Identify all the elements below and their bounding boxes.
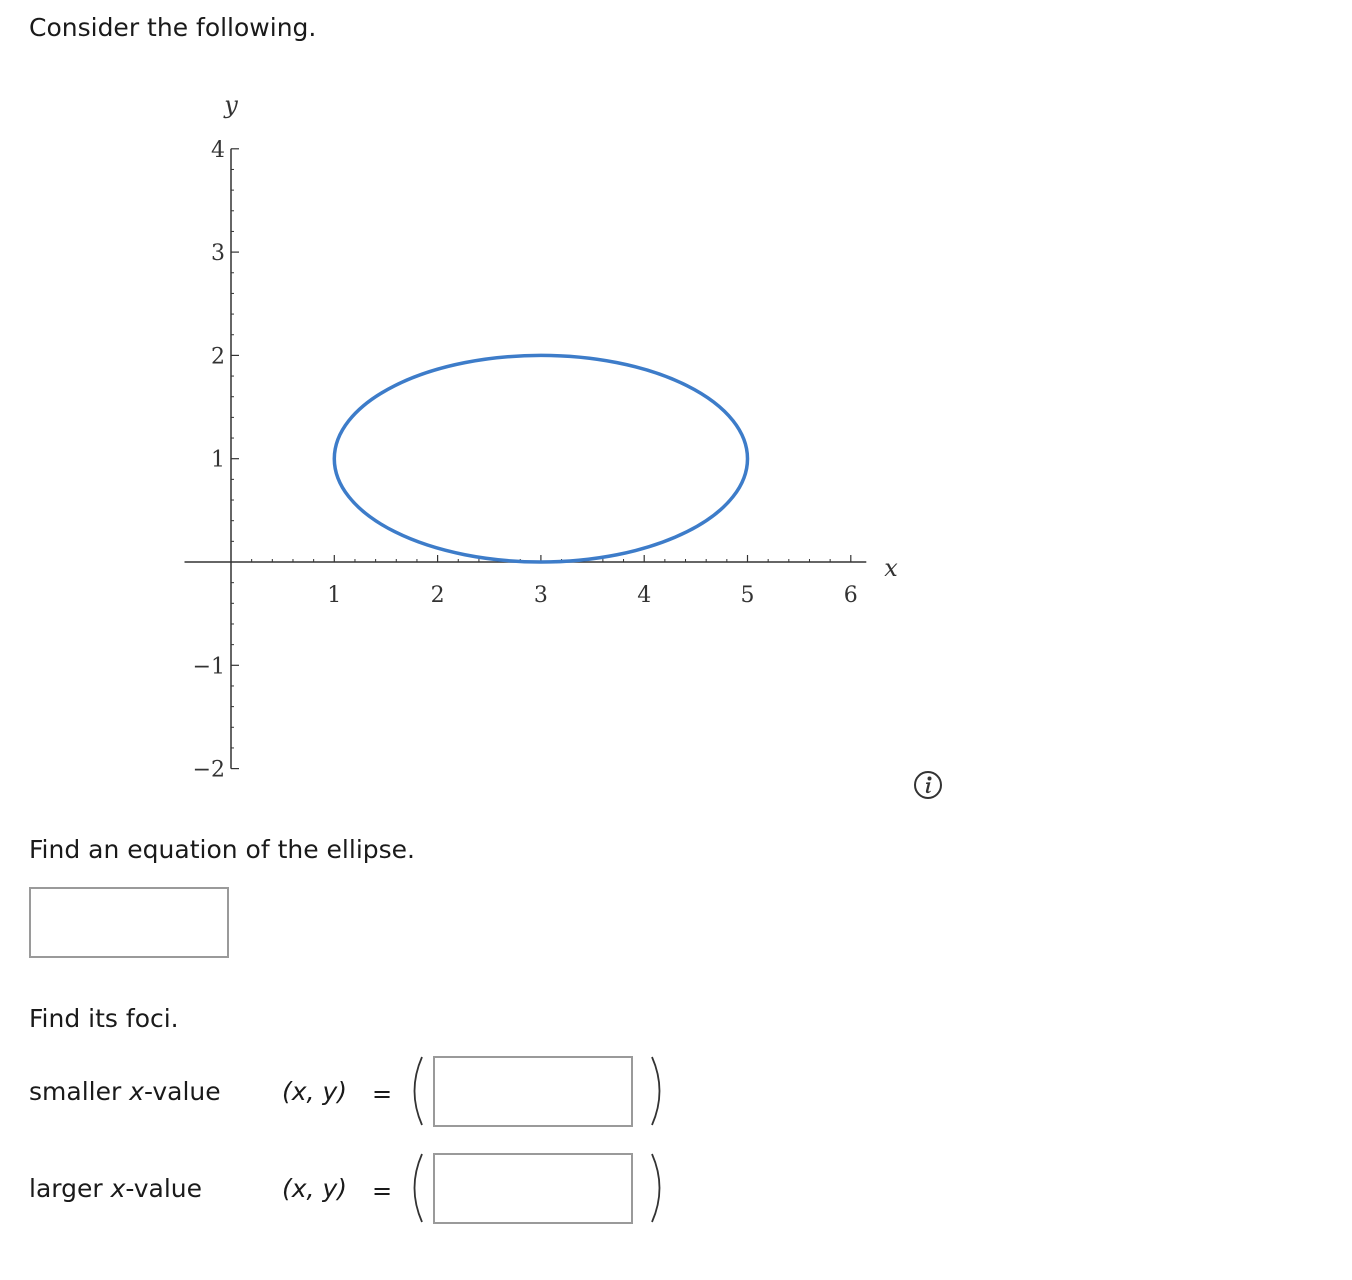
label-variable: x xyxy=(129,1077,144,1106)
y-tick-label: 2 xyxy=(211,344,225,370)
x-axis-label: x xyxy=(884,554,898,582)
smaller-x-value-label xyxy=(29,1077,221,1107)
right-paren xyxy=(648,1151,672,1225)
y-axis-ticks xyxy=(231,149,239,769)
x-axis-tick-labels xyxy=(327,583,858,608)
info-icon[interactable] xyxy=(912,769,944,801)
x-tick-label: 5 xyxy=(740,583,755,608)
x-tick-label: 4 xyxy=(637,583,652,608)
y-tick-label: 1 xyxy=(211,447,225,473)
label-prefix: larger xyxy=(29,1174,111,1203)
equation-prompt: Find an equation of the ellipse. xyxy=(29,835,415,864)
label-suffix: -value xyxy=(125,1174,203,1203)
ellipse-equation-input[interactable] xyxy=(29,887,229,958)
larger-x-value-label xyxy=(29,1174,202,1204)
right-paren xyxy=(648,1054,672,1128)
problem-intro: Consider the following. xyxy=(29,13,317,42)
y-tick-label: 3 xyxy=(211,241,225,267)
equals-sign: = xyxy=(372,1177,393,1205)
label-prefix: smaller xyxy=(29,1077,130,1106)
equals-sign: = xyxy=(372,1080,393,1108)
ellipse-graph xyxy=(170,85,910,795)
coordinate-label: (x, y) xyxy=(282,1077,347,1106)
x-tick-label: 3 xyxy=(533,583,548,608)
y-tick-label: −2 xyxy=(192,757,225,783)
x-tick-label: 6 xyxy=(843,583,858,608)
minor-ticks xyxy=(231,169,830,747)
x-tick-label: 2 xyxy=(430,583,445,608)
y-axis-label: y xyxy=(224,90,238,119)
x-tick-label: 1 xyxy=(327,583,342,608)
left-paren xyxy=(402,1151,426,1225)
smaller-focus-input[interactable] xyxy=(433,1056,633,1127)
left-paren xyxy=(402,1054,426,1128)
y-axis-tick-labels xyxy=(193,138,225,783)
ellipse-curve xyxy=(334,355,747,562)
coordinate-label: (x, y) xyxy=(282,1174,347,1203)
y-tick-label: −1 xyxy=(192,654,225,680)
label-variable: x xyxy=(110,1174,126,1203)
larger-focus-input[interactable] xyxy=(433,1153,633,1224)
y-tick-label: 4 xyxy=(211,137,225,163)
label-suffix: -value xyxy=(144,1077,221,1106)
foci-prompt: Find its foci. xyxy=(29,1004,179,1033)
